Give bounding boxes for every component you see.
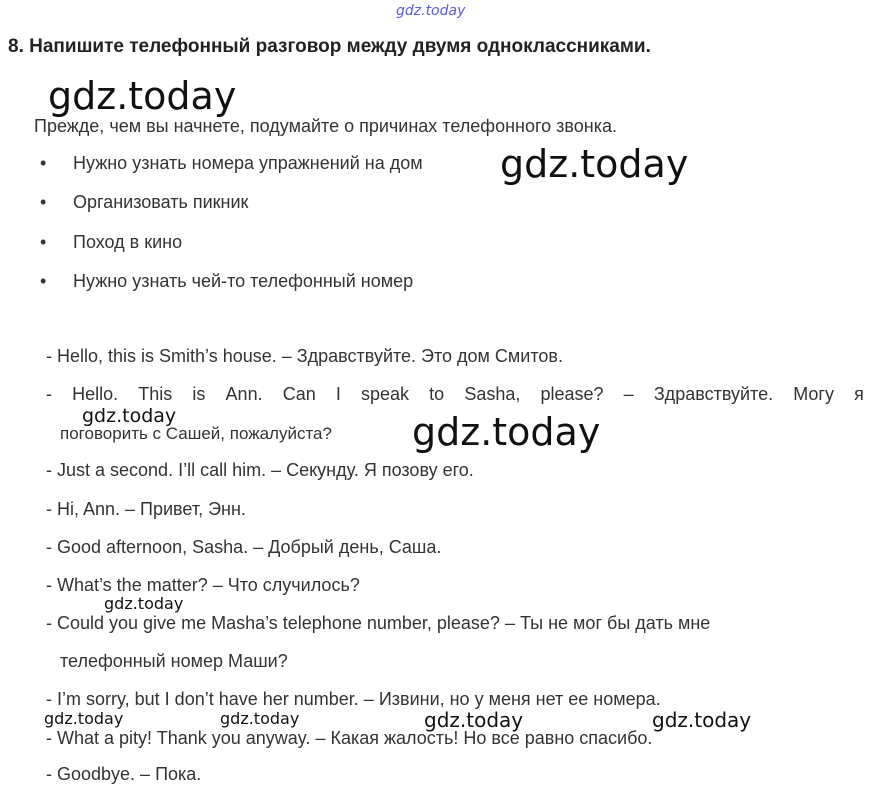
bullet-text: Нужно узнать чей-то телефонный номер [73,271,414,291]
task-title: 8. Напишите телефонный разговор между двумя одноклассниками. [8,36,651,57]
word: speak [361,384,410,404]
watermark-large-2: gdz.today [500,142,689,186]
dialogue-line-2 [46,384,864,405]
word: I [335,384,341,404]
word: Могу [793,384,834,404]
word: – [623,384,634,404]
bullet-text: Нужно узнать номера упражнений на дом [73,153,423,173]
word: Здравствуйте. [653,384,774,404]
word: Sasha, [464,384,521,404]
watermark-small-4: gdz.today [220,709,300,728]
dialogue-line-6: - What’s the matter? – Что случилось? [46,575,360,595]
watermark-small-5: gdz.today [424,708,524,732]
watermark-small-2: gdz.today [104,594,184,613]
intro-text: Прежде, чем вы начнете, подумайте о причинах телефонного звонка. [34,116,617,136]
watermark-small-1: gdz.today [82,405,177,427]
dialogue-line-10: - Goodbye. – Пока. [46,764,202,784]
watermark-large-1: gdz.today [48,74,237,118]
dialogue-line-3: - Just a second. I’ll call him. – Секунду. Я позову его. [46,460,474,480]
bullet-dot: • [40,271,47,291]
watermark-small-6: gdz.today [652,708,752,732]
bullet-text: Поход в кино [73,232,183,252]
bullet-dot: • [40,192,47,212]
word: я [854,384,864,404]
dialogue-line-1: - Hello, this is Smith’s house. – Здравствуйте. Это дом Смитов. [46,346,563,366]
dialogue-line-7-continuation: телефонный номер Маши? [60,651,288,671]
word: to [429,384,445,404]
word: Ann. [225,384,263,404]
bullet-dot: • [40,153,47,173]
watermark-top: gdz.today [396,3,466,19]
dialogue-line-2-continuation: поговорить с Сашей, пожалуйста? [60,424,332,443]
dialogue-line-2-row [46,384,864,405]
watermark-large-3: gdz.today [412,410,601,454]
dialogue-line-8: - I’m sorry, but I don’t have her number. – Извини, но у меня нет ее номера. [46,689,661,709]
dialogue-line-7: - Could you give me Masha’s telephone number, please? – Ты не мог бы дать мне [46,613,711,633]
word: is [192,384,206,404]
dialogue-line-4: - Hi, Ann. – Привет, Энн. [46,499,246,519]
word: - [46,384,52,404]
word: please? [540,384,604,404]
word: Can [282,384,316,404]
word: Hello. [72,384,119,404]
dialogue-line-5: - Good afternoon, Sasha. – Добрый день, Саша. [46,537,442,557]
dialogue-line-9: - What a pity! Thank you anyway. – Какая жалость! Но все равно спасибо. [46,728,653,748]
word: This [138,384,173,404]
watermark-small-3: gdz.today [44,709,124,728]
bullet-dot: • [40,232,47,252]
bullet-text: Организовать пикник [73,192,249,212]
